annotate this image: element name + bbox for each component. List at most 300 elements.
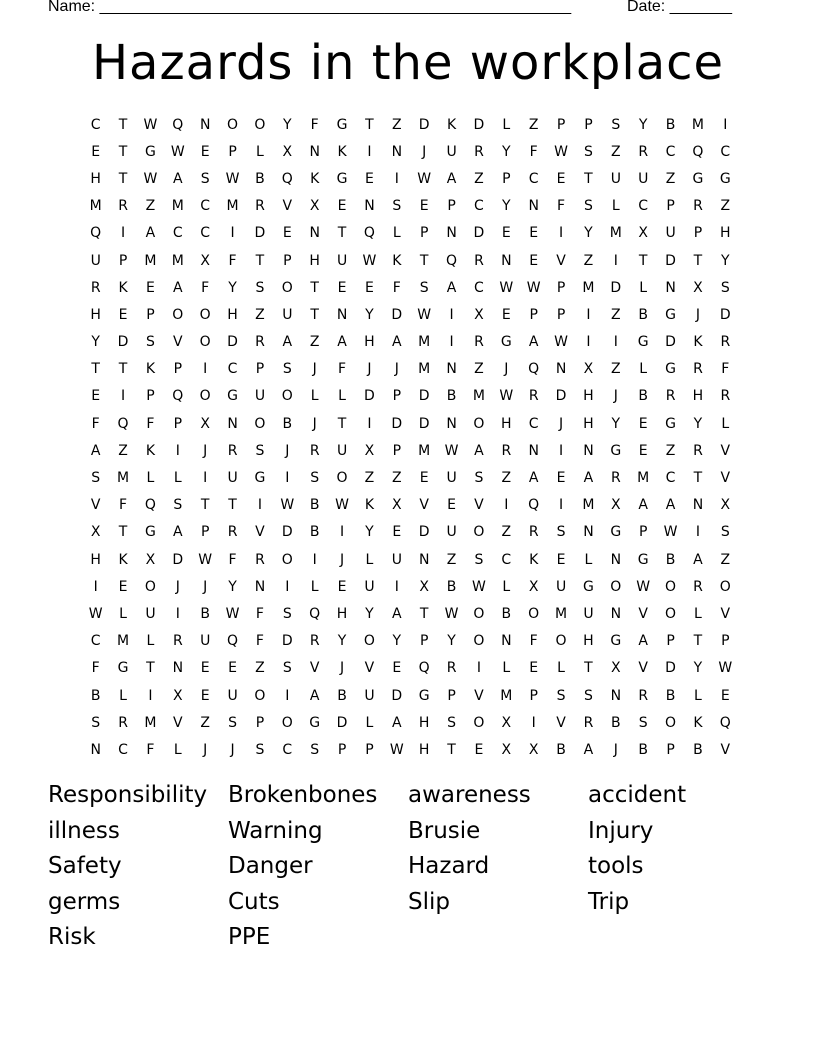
grid-letter: K xyxy=(145,442,156,459)
grid-letter: J xyxy=(613,741,618,758)
grid-letter: T xyxy=(118,170,128,187)
grid-letter: N xyxy=(90,741,101,758)
grid-letter: I xyxy=(148,687,153,704)
grid-letter: Y xyxy=(447,633,456,650)
grid-letter: B xyxy=(200,605,210,622)
grid-letter: H xyxy=(583,388,594,405)
grid-letter: K xyxy=(392,252,402,269)
grid-letter: E xyxy=(501,225,511,242)
grid-letter: D xyxy=(391,415,403,432)
grid-letter: R xyxy=(693,198,703,215)
grid-letter: U xyxy=(555,578,567,595)
grid-letter: I xyxy=(203,361,208,378)
grid-letter: I xyxy=(394,170,399,187)
grid-letter: R xyxy=(638,687,649,704)
grid-letter: O xyxy=(227,116,239,133)
grid-letter: E xyxy=(337,198,347,215)
grid-letter: B xyxy=(665,116,676,133)
grid-letter: M xyxy=(609,225,622,242)
grid-letter: Y xyxy=(365,524,374,541)
grid-letter: H xyxy=(90,170,101,187)
grid-letter: T xyxy=(584,660,593,677)
grid-letter: L xyxy=(146,633,155,650)
grid-letter: P xyxy=(447,687,456,704)
grid-letter: J xyxy=(422,143,427,160)
grid-letter: V xyxy=(638,660,648,677)
page-title: Hazards in the workplace xyxy=(91,35,725,91)
grid-letter: K xyxy=(145,361,156,378)
grid-letter: H xyxy=(418,714,430,731)
grid-letter: R xyxy=(583,714,594,731)
grid-letter: P xyxy=(693,225,703,242)
grid-letter: F xyxy=(201,279,210,296)
grid-letter: S xyxy=(310,741,320,758)
grid-letter: A xyxy=(337,334,347,351)
grid-letter: Y xyxy=(502,143,511,160)
grid-letter: F xyxy=(529,633,538,650)
word-bank-item: Responsibility xyxy=(48,782,208,808)
grid-letter: Z xyxy=(665,442,676,459)
grid-letter: V xyxy=(720,605,731,622)
grid-letter: M xyxy=(89,198,102,215)
grid-letter: Q xyxy=(446,252,458,269)
grid-letter: I xyxy=(723,116,728,133)
grid-letter: Z xyxy=(364,470,375,487)
grid-letter: Z xyxy=(611,306,621,323)
grid-letter: D xyxy=(418,524,430,541)
grid-letter: A xyxy=(665,497,676,514)
grid-letter: V xyxy=(720,741,731,758)
grid-letter: I xyxy=(257,497,262,514)
grid-letter: O xyxy=(199,334,211,351)
grid-letter: U xyxy=(90,252,101,269)
grid-letter: M xyxy=(418,442,431,459)
grid-letter: I xyxy=(558,442,564,459)
grid-letter: W xyxy=(526,279,541,296)
grid-letter: G xyxy=(254,470,266,487)
grid-letter: I xyxy=(285,578,290,595)
grid-letter: I xyxy=(339,524,345,541)
grid-letter: G xyxy=(117,660,129,677)
grid-letter: K xyxy=(310,170,320,187)
grid-letter: E xyxy=(146,279,155,296)
grid-letter: T xyxy=(118,143,128,160)
grid-letter: E xyxy=(200,660,210,677)
grid-letter: H xyxy=(364,334,375,351)
grid-letter: J xyxy=(312,361,317,378)
grid-letter: F xyxy=(529,143,538,160)
grid-letter: P xyxy=(556,279,566,296)
grid-letter: L xyxy=(173,741,182,758)
grid-letter: Z xyxy=(145,198,156,215)
date-field-label: Date: _______ xyxy=(627,0,732,15)
grid-letter: T xyxy=(419,605,429,622)
grid-letter: N xyxy=(665,279,676,296)
grid-letter: R xyxy=(255,334,265,351)
grid-letter: I xyxy=(531,714,536,731)
word-bank-item: Safety xyxy=(48,853,122,880)
grid-letter: D xyxy=(391,687,403,704)
grid-letter: C xyxy=(200,198,211,215)
grid-letter: W xyxy=(362,252,377,269)
grid-letter: A xyxy=(693,551,703,568)
grid-letter: E xyxy=(365,170,374,187)
grid-letter: H xyxy=(418,741,430,758)
grid-letter: E xyxy=(118,306,128,323)
grid-letter: T xyxy=(419,252,429,269)
grid-letter: E xyxy=(200,143,210,160)
grid-letter: W xyxy=(335,497,349,514)
grid-letter: I xyxy=(312,551,317,568)
grid-row xyxy=(82,655,739,682)
grid-letter: E xyxy=(638,415,648,432)
grid-letter: O xyxy=(281,279,293,296)
grid-letter: Z xyxy=(392,116,402,133)
grid-letter: P xyxy=(721,633,730,650)
grid-letter: X xyxy=(611,660,621,677)
grid-letter: O xyxy=(172,306,184,323)
grid-letter: T xyxy=(118,116,128,133)
grid-letter: U xyxy=(227,470,238,487)
grid-letter: Z xyxy=(118,442,128,459)
grid-letter: L xyxy=(694,687,702,704)
grid-letter: R xyxy=(528,524,539,541)
grid-letter: J xyxy=(203,442,208,459)
word-bank-item: Injury xyxy=(588,817,654,844)
grid-letter: S xyxy=(310,470,320,487)
grid-letter: X xyxy=(528,578,539,595)
grid-letter: M xyxy=(117,470,130,487)
grid-letter: Q xyxy=(528,361,540,378)
grid-letter: B xyxy=(501,605,512,622)
grid-letter: X xyxy=(309,198,320,215)
grid-letter: I xyxy=(120,388,126,405)
grid-letter: I xyxy=(695,524,700,541)
grid-letter: G xyxy=(227,388,238,405)
grid-letter: T xyxy=(146,660,155,677)
grid-letter: U xyxy=(200,633,211,650)
grid-letter: F xyxy=(338,361,347,378)
grid-letter: D xyxy=(665,334,676,351)
grid-letter: I xyxy=(120,225,126,242)
grid-letter: G xyxy=(418,687,430,704)
grid-letter: T xyxy=(228,497,237,514)
grid-letter: P xyxy=(666,198,675,215)
grid-letter: W xyxy=(554,334,568,351)
grid-letter: P xyxy=(255,714,265,731)
grid-letter: L xyxy=(146,470,155,487)
grid-letter: V xyxy=(173,334,183,351)
grid-letter: N xyxy=(555,361,567,378)
grid-letter: O xyxy=(254,415,266,432)
grid-letter: L xyxy=(584,551,593,568)
grid-letter: D xyxy=(473,225,485,242)
grid-letter: D xyxy=(473,116,485,133)
grid-letter: L xyxy=(365,551,374,568)
grid-letter: T xyxy=(447,741,456,758)
word-bank-item: Brokenbones xyxy=(228,782,378,808)
grid-letter: Q xyxy=(117,415,129,432)
grid-letter: R xyxy=(118,714,128,731)
grid-letter: D xyxy=(254,225,266,242)
grid-letter: R xyxy=(720,334,731,351)
grid-letter: A xyxy=(638,497,648,514)
grid-letter: M xyxy=(582,497,595,514)
grid-letter: W xyxy=(280,497,295,514)
grid-letter: M xyxy=(418,334,431,351)
grid-letter: D xyxy=(665,660,676,677)
grid-row xyxy=(82,410,739,437)
grid-letter: D xyxy=(336,714,348,731)
grid-letter: G xyxy=(610,633,622,650)
grid-letter: S xyxy=(255,741,265,758)
grid-letter: Y xyxy=(693,660,703,677)
grid-letter: O xyxy=(473,605,485,622)
grid-letter: H xyxy=(583,415,594,432)
grid-letter: G xyxy=(145,143,156,160)
grid-letter: P xyxy=(200,524,210,541)
grid-letter: N xyxy=(692,497,704,514)
grid-letter: J xyxy=(695,306,700,323)
grid-letter: S xyxy=(720,279,730,296)
grid-letter: N xyxy=(172,660,184,677)
grid-letter: L xyxy=(310,578,319,595)
grid-letter: L xyxy=(721,415,730,432)
grid-letter: E xyxy=(365,279,374,296)
grid-letter: E xyxy=(501,306,511,323)
grid-letter: L xyxy=(338,388,346,405)
grid-letter: E xyxy=(474,741,484,758)
word-search-grid xyxy=(82,111,739,764)
grid-letter: D xyxy=(227,334,238,351)
grid-letter: I xyxy=(367,143,372,160)
grid-letter: U xyxy=(364,687,375,704)
grid-letter: M xyxy=(691,116,704,133)
grid-letter: V xyxy=(720,470,731,487)
grid-letter: X xyxy=(638,225,648,242)
grid-letter: T xyxy=(693,470,703,487)
grid-letter: I xyxy=(230,225,235,242)
grid-letter: S xyxy=(474,470,484,487)
grid-letter: D xyxy=(364,388,375,405)
grid-letter: U xyxy=(336,252,348,269)
grid-letter: I xyxy=(613,334,618,351)
grid-letter: B xyxy=(255,170,265,187)
grid-letter: E xyxy=(392,660,402,677)
grid-letter: P xyxy=(666,741,675,758)
grid-letter: T xyxy=(337,415,347,432)
word-bank xyxy=(48,778,768,956)
grid-letter: J xyxy=(339,660,345,677)
grid-letter: P xyxy=(118,252,128,269)
grid-letter: U xyxy=(282,306,293,323)
grid-letter: R xyxy=(693,578,703,595)
grid-letter: M xyxy=(582,279,595,296)
grid-letter: F xyxy=(392,279,401,296)
grid-letter: Y xyxy=(228,578,237,595)
grid-letter: R xyxy=(118,198,128,215)
grid-letter: R xyxy=(172,633,183,650)
grid-letter: L xyxy=(392,225,401,242)
grid-letter: I xyxy=(394,578,399,595)
grid-letter: I xyxy=(586,334,591,351)
grid-letter: X xyxy=(200,415,210,432)
grid-letter: V xyxy=(474,497,484,514)
grid-letter: W xyxy=(143,170,158,187)
grid-letter: T xyxy=(310,279,319,296)
grid-letter: P xyxy=(584,116,593,133)
grid-letter: U xyxy=(446,143,457,160)
grid-letter: K xyxy=(337,143,347,160)
grid-letter: H xyxy=(720,225,731,242)
grid-letter: O xyxy=(281,551,293,568)
grid-letter: Q xyxy=(90,225,102,242)
grid-letter: N xyxy=(583,442,594,459)
grid-letter: L xyxy=(310,388,319,405)
grid-letter: B xyxy=(446,388,457,405)
grid-letter: S xyxy=(145,334,155,351)
grid-letter: R xyxy=(474,252,484,269)
grid-letter: W xyxy=(170,143,185,160)
grid-letter: N xyxy=(309,143,320,160)
grid-letter: N xyxy=(309,225,320,242)
grid-letter: P xyxy=(447,198,456,215)
word-bank-item: Brusie xyxy=(408,817,481,844)
grid-letter: V xyxy=(720,442,731,459)
grid-letter: V xyxy=(364,660,375,677)
grid-letter: I xyxy=(558,497,564,514)
grid-letter: X xyxy=(501,741,512,758)
grid-letter: E xyxy=(529,252,539,269)
grid-letter: N xyxy=(364,198,375,215)
grid-letter: Q xyxy=(172,388,184,405)
grid-letter: E xyxy=(556,551,566,568)
grid-letter: A xyxy=(392,714,402,731)
grid-letter: R xyxy=(693,361,703,378)
grid-letter: V xyxy=(419,497,429,514)
grid-letter: I xyxy=(558,225,564,242)
grid-letter: O xyxy=(665,714,677,731)
grid-letter: N xyxy=(336,306,348,323)
word-bank-item: Cuts xyxy=(228,888,280,915)
grid-letter: N xyxy=(528,198,539,215)
grid-letter: Z xyxy=(200,714,210,731)
grid-letter: V xyxy=(638,605,648,622)
grid-letter: S xyxy=(200,170,210,187)
grid-letter: A xyxy=(528,470,539,487)
grid-letter: T xyxy=(118,524,128,541)
grid-letter: A xyxy=(474,442,484,459)
grid-letter: Z xyxy=(392,470,402,487)
grid-row xyxy=(82,709,739,736)
grid-letter: I xyxy=(175,442,180,459)
grid-letter: W xyxy=(143,116,158,133)
grid-letter: Q xyxy=(692,143,704,160)
grid-letter: W xyxy=(636,578,651,595)
grid-letter: X xyxy=(419,578,429,595)
grid-letter: A xyxy=(282,334,293,351)
grid-letter: Z xyxy=(446,551,457,568)
grid-letter: A xyxy=(309,687,320,704)
grid-letter: I xyxy=(367,415,372,432)
grid-letter: Y xyxy=(91,334,100,351)
grid-letter: Q xyxy=(172,116,184,133)
grid-letter: X xyxy=(693,279,703,296)
grid-letter: R xyxy=(720,388,731,405)
grid-letter: J xyxy=(203,578,208,595)
grid-letter: N xyxy=(501,252,512,269)
grid-letter: Z xyxy=(720,551,731,568)
grid-letter: O xyxy=(610,578,622,595)
grid-letter: S xyxy=(583,687,593,704)
grid-letter: A xyxy=(528,334,539,351)
grid-letter: I xyxy=(504,497,509,514)
grid-letter: U xyxy=(227,687,238,704)
grid-letter: S xyxy=(282,605,292,622)
grid-letter: J xyxy=(312,415,317,432)
grid-letter: S xyxy=(556,524,566,541)
grid-letter: O xyxy=(473,633,485,650)
grid-letter: Y xyxy=(693,415,703,432)
grid-letter: I xyxy=(476,660,481,677)
grid-letter: W xyxy=(444,605,459,622)
grid-letter: G xyxy=(583,578,594,595)
grid-letter: L xyxy=(173,470,182,487)
grid-letter: G xyxy=(336,170,348,187)
word-bank-item: awareness xyxy=(408,782,531,808)
grid-letter: J xyxy=(285,442,290,459)
grid-letter: W xyxy=(225,605,240,622)
grid-letter: U xyxy=(583,605,594,622)
grid-letter: I xyxy=(449,334,454,351)
word-bank-item: Warning xyxy=(228,817,323,844)
grid-letter: I xyxy=(93,578,98,595)
grid-letter: F xyxy=(310,116,319,133)
grid-letter: W xyxy=(472,578,486,595)
grid-letter: X xyxy=(145,551,156,568)
grid-letter: C xyxy=(638,198,649,215)
grid-letter: C xyxy=(200,225,211,242)
grid-letter: I xyxy=(586,306,591,323)
grid-letter: Z xyxy=(255,660,265,677)
grid-letter: S xyxy=(447,714,456,731)
grid-letter: C xyxy=(501,551,512,568)
grid-letter: B xyxy=(638,741,648,758)
grid-letter: P xyxy=(419,225,429,242)
grid-letter: M xyxy=(144,252,157,269)
grid-letter: B xyxy=(611,714,621,731)
grid-letter: Y xyxy=(502,198,511,215)
grid-letter: Z xyxy=(665,170,676,187)
grid-letter: F xyxy=(255,605,264,622)
grid-letter: S xyxy=(228,714,237,731)
grid-letter: E xyxy=(556,170,566,187)
grid-letter: O xyxy=(144,578,156,595)
grid-letter: O xyxy=(363,633,375,650)
grid-letter: L xyxy=(502,116,511,133)
grid-letter: C xyxy=(282,741,293,758)
grid-letter: M xyxy=(171,198,184,215)
grid-letter: P xyxy=(392,442,402,459)
grid-row xyxy=(82,329,739,356)
grid-letter: N xyxy=(610,605,622,622)
grid-letter: G xyxy=(665,415,676,432)
grid-letter: Z xyxy=(255,306,265,323)
grid-letter: N xyxy=(254,578,266,595)
grid-letter: U xyxy=(145,605,156,622)
grid-letter: P xyxy=(392,388,402,405)
grid-letter: V xyxy=(556,714,566,731)
